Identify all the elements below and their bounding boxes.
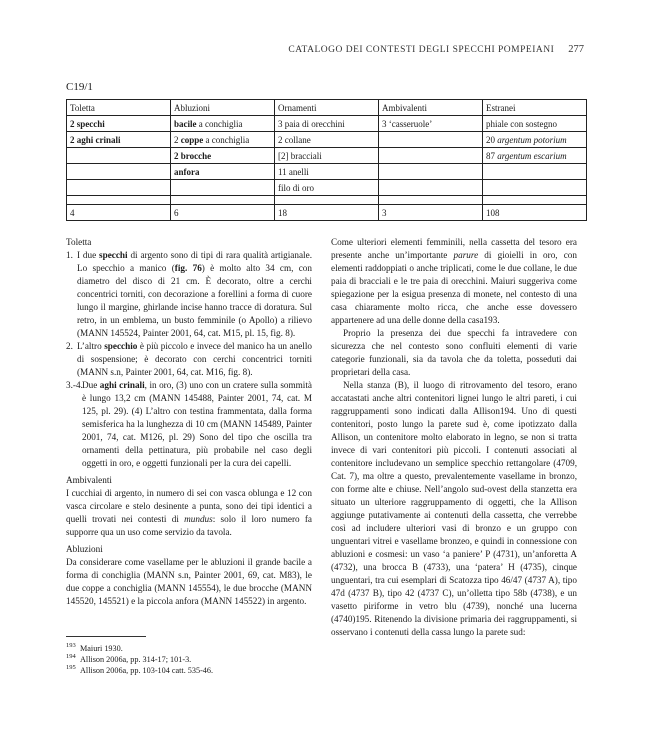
table-cell: 3 paia di orecchini: [275, 116, 379, 132]
table-cell: 6: [171, 205, 275, 221]
table-cell: 20 argentum potorium: [483, 132, 587, 148]
table-cell: 2 specchi: [67, 116, 171, 132]
section-heading: Abluzioni: [66, 544, 103, 554]
footnote: 195 Allison 2006a, pp. 103-104 catt. 535-46.: [66, 664, 214, 675]
table-row: [67, 180, 587, 196]
footnote: 193 Maiuri 1930.: [66, 642, 123, 653]
table-header-row: [67, 100, 587, 116]
table-cell: Abluzioni: [171, 100, 275, 116]
context-table: [66, 99, 587, 221]
table-row: [67, 116, 587, 132]
table-totals-row: [67, 205, 587, 221]
footnote: 194 Allison 2006a, pp. 314-17; 101-3.: [66, 653, 192, 664]
table-cell: 11 anelli: [275, 164, 379, 180]
section-heading: Ambivalenti: [66, 475, 112, 485]
table-cell: [67, 196, 171, 205]
list-item: 3.-4. Due aghi crinali, in oro, (3) uno con un cratere sulla sommità è lungo 13,2 cm (MANN 145488, Painter 2001, 74, cat. M 125, pl. 29). (4) L’altro con testina frammentata, dalla forma semisferica ha la lunghezza di 10 cm (MANN 145489, Painter 2001, 74, cat. M126, pl. 29) Sono del tipo che oscilla tra ornamenti della pettinatura, più probabile nel caso degli oggetti in oro, e oggetti funzionali per la cura dei capelli.: [66, 380, 312, 468]
table-cell: 4: [67, 205, 171, 221]
footnotes: [66, 643, 366, 676]
table-cell: Estranei: [483, 100, 587, 116]
table-row: [67, 148, 587, 164]
paragraph: I cucchiai di argento, in numero di sei con vasca oblunga e 12 con vasca circolare e stelo desinente a punta, sono dei tipi identici a quelli trovati nei contesti di mundus: solo il loro numero fa supporre qua un uso come servizio da tavola.: [66, 488, 312, 537]
paragraph: Nella stanza (B), il luogo di ritrovamento del tesoro, erano accatastati anche altri contenitori lignei lungo le altri pareti, i cui raggruppamenti sono indicati dalla Allison194. Uno di questi contenitori, posto lungo la parete sud è, come ipotizzato dalla Allison, un contenitore molto elaborato in legno, se non si tratta invece di vari contenitori più piccoli. I contenuti associati al contenitore includevano un semplice specchio rettangolare (4709, Cat. 7), ma oltre a questo, prevalentemente vasellame in bronzo, con forme alte e chiuse. Nell’angolo sud-ovest della stanzetta era situato un ulteriore raggruppamento di oggetti, che la Allison aggiunge putativamente ai contenuti della cassetta, che verrebbe così ad includere ulteriori vasi di bronzo e un gruppo con unguentari vitrei e vasellame bronzeo, e quindi in connessione con abluzioni e cosmesi: un vaso ‘a paniere’ P (4731), un’anforetta A (4732), una brocca B (4733), una ‘patera’ H (4735), cinque unguentari, tra cui esemplari di Scatozza tipo 46/47 (4737 A), tipo 47d (4737 B), tipo 42 (4737 C), un’olletta tipo 58b (4738), e un vasetto piriforme in vetro blu (4739), nonché una lucerna (4740)195. Ritenendo la divisione primaria dei raggruppamenti, si osservano i contenuti della cassa lungo la parete sud:: [331, 380, 577, 637]
list-item: 2. L’altro specchio è più piccolo e invece del manico ha un anello di sospensione; è decorato con cerchi concentrici torniti (MANN s.n, Painter 2001, 64, cat. M16, fig. 8).: [66, 341, 312, 377]
list-item: 1. I due specchi di argento sono di tipi di rara qualità artigianale. Lo specchio a manico (fig. 76) è molto alto 34 cm, con diametro del disco di 21 cm. È decorato, oltre a cerchi concentrici torniti, con decorazione a forellini a forma di cuore lungo il margine, ghirlande incise hanno tracce di doratura. Sul retro, in un emblema, un busto femminile (o Apollo) a rilievo (MANN 145524, Painter 2001, 64, cat. M15, pl. 15, fig. 8).: [66, 250, 312, 338]
table-cell: [67, 180, 171, 196]
table-cell: [171, 196, 275, 205]
table-cell: [379, 196, 483, 205]
table-cell: [379, 148, 483, 164]
table-cell: 18: [275, 205, 379, 221]
table-cell: bacile a conchiglia: [171, 116, 275, 132]
table-cell: anfora: [171, 164, 275, 180]
context-code: C19/1: [66, 81, 93, 93]
paragraph: Come ulteriori elementi femminili, nella cassetta del tesoro era presente anche un’importante parure di gioielli in oro, con elementi raddoppiati o anche triplicati, come le due collane, le due paia di bracciali e le tre paia di orecchini. Maiuri suggeriva come spiegazione per la esigua presenza di monete, nel contesto di una casa chiaramente molto ricca, che anche esse dovessero appartenere ad una delle donne della casa193.: [331, 237, 577, 325]
table-cell: [379, 164, 483, 180]
table-cell: 2 collane: [275, 132, 379, 148]
table-cell: 2 coppe a conchiglia: [171, 132, 275, 148]
table-cell: filo di oro: [275, 180, 379, 196]
table-cell: 3: [379, 205, 483, 221]
table-cell: 2 aghi crinali: [67, 132, 171, 148]
table-cell: [67, 164, 171, 180]
table-cell: 3 ‘casseruole’: [379, 116, 483, 132]
table-cell: [379, 132, 483, 148]
table-cell: [171, 180, 275, 196]
table-cell: [67, 148, 171, 164]
running-header: [288, 44, 584, 55]
left-column: [66, 236, 312, 608]
table-row: [67, 132, 587, 148]
right-column: [331, 236, 577, 639]
section-heading: Toletta: [66, 237, 92, 247]
table-cell: [483, 180, 587, 196]
toletta-list: [66, 249, 312, 470]
table-cell: phiale con sostegno: [483, 116, 587, 132]
table-cell: [275, 196, 379, 205]
paragraph: Proprio la presenza dei due specchi fa intravedere con sicurezza che nel contesto sono confluiti elementi di varie categorie funzionali, sia da tavola che da toletta, posseduti dai proprietari della casa.: [331, 328, 577, 377]
table-cell: Toletta: [67, 100, 171, 116]
page-number: 277: [568, 44, 584, 55]
table-cell: 108: [483, 205, 587, 221]
table-cell: [483, 196, 587, 205]
footnote-rule: [66, 636, 146, 637]
table-cell: 2 brocche: [171, 148, 275, 164]
table-cell: [2] bracciali: [275, 148, 379, 164]
paragraph: Da considerare come vasellame per le abluzioni il grande bacile a forma di conchiglia (MANN s.n, Painter 2001, 69, cat. M83), le due coppe a conchiglia (MANN 145554), le due brocche (MANN 145520, 145521) e la piccola anfora (MANN 145522) in argento.: [66, 557, 312, 606]
running-title: CATALOGO DEI CONTESTI DEGLI SPECCHI POMPEIANI: [288, 45, 555, 55]
table-cell: Ornamenti: [275, 100, 379, 116]
table-cell: [379, 180, 483, 196]
table-spacer-row: [67, 196, 587, 205]
table-cell: 87 argentum escarium: [483, 148, 587, 164]
table-cell: Ambivalenti: [379, 100, 483, 116]
table-row: [67, 164, 587, 180]
table-cell: [483, 164, 587, 180]
